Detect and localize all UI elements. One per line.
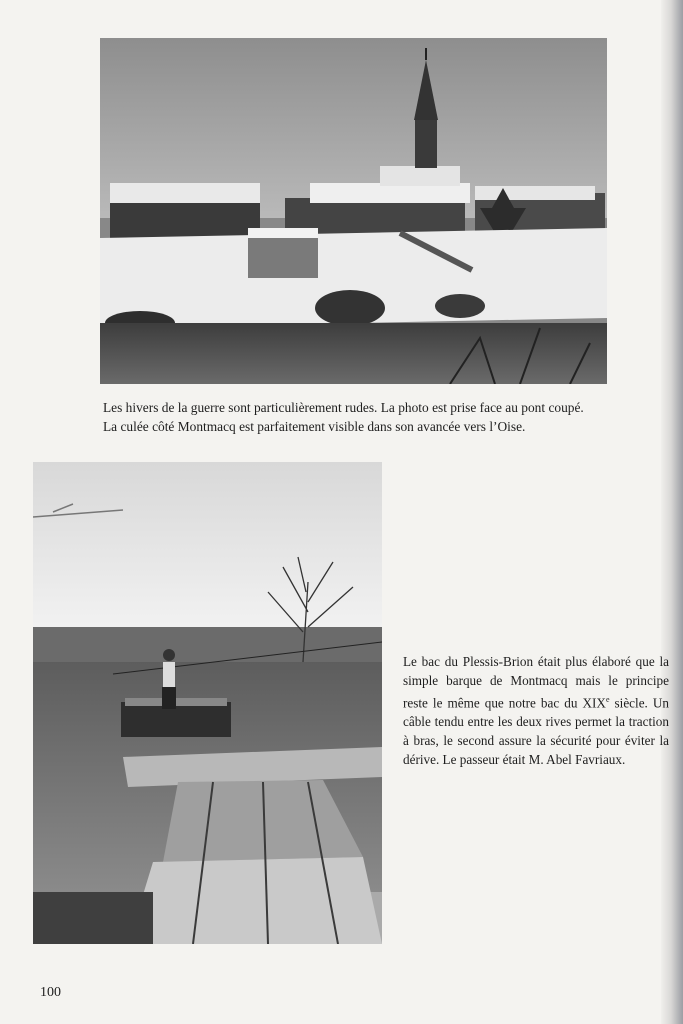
photo-ferry-crossing — [33, 462, 382, 944]
photo-winter-village — [100, 38, 607, 384]
caption-winter-photo — [103, 399, 613, 436]
caption-top-line1: Les hivers de la guerre sont particulièrement rudes. La photo est prise face au pont coupé. — [103, 400, 584, 415]
caption-bottom-pre: Le bac du Plessis-Brion était plus élaboré que la simple barque de Montmacq mais le principe reste le même que notre bac du — [403, 654, 669, 711]
caption-ferry-photo — [403, 652, 669, 769]
caption-bottom-post: siècle. Un câble tendu entre les deux rives permet la traction à bras, le second assure la sécurité pour éviter la dérive. Le passeur était M. Abel Favriaux. — [403, 695, 669, 768]
caption-top-line2: La culée côté Montmacq est parfaitement visible dans son avancée vers l’Oise. — [103, 418, 526, 434]
caption-bottom-century-sup: e — [605, 695, 610, 704]
page-edge-shadow — [661, 0, 683, 1024]
page-number: 100 — [40, 985, 61, 1000]
caption-bottom-century: XIX — [582, 695, 606, 711]
